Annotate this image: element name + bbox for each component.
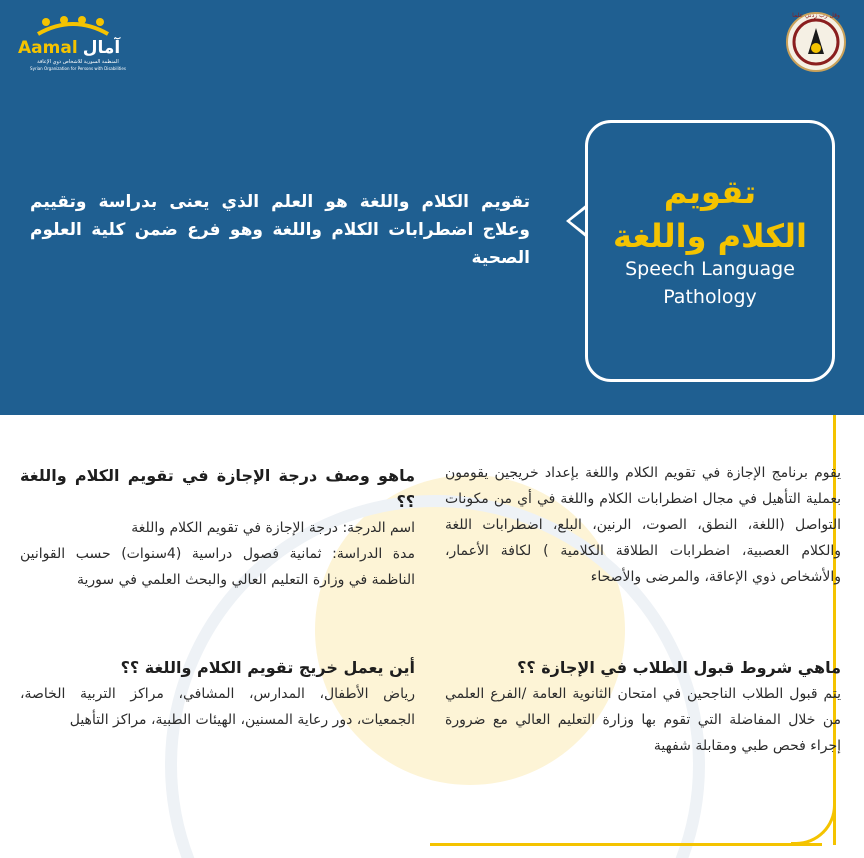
degree-section xyxy=(20,463,415,593)
aamal-subtitle-en: Syrian Organization for Persons with Disabilities xyxy=(30,66,126,71)
university-emblem-icon xyxy=(788,14,844,70)
university-motto: وقل رب زدني علما xyxy=(792,12,840,19)
university-logo xyxy=(786,12,846,72)
work-text: رياض الأطفال، المدارس، المشافي، مراكز التربية الخاصة، الجمعيات، دور رعاية المسنين، الهيئات الطبية، مراكز التأهيل xyxy=(20,686,415,728)
page-title-ar xyxy=(585,170,835,258)
degree-heading: ماهو وصف درجة الإجازة في تقويم الكلام واللغة ؟؟ xyxy=(20,466,415,511)
admission-heading: ماهي شروط قبول الطلاب في الإجازة ؟؟ xyxy=(517,658,841,677)
title-en-line1: Speech Language xyxy=(625,258,795,280)
degree-name: اسم الدرجة: درجة الإجازة في تقويم الكلام واللغة xyxy=(131,520,415,536)
title-ar-line2: الكلام واللغة xyxy=(613,217,807,255)
title-ar-line1: تقويم xyxy=(663,173,757,211)
work-heading: أين يعمل خريج تقويم الكلام واللغة ؟؟ xyxy=(120,658,415,677)
page-title-en xyxy=(585,255,835,311)
intro-paragraph: تقويم الكلام واللغة هو العلم الذي يعنى بدراسة وتقييم وعلاج اضطرابات الكلام واللغة وهو فرع ضمن كلية العلوم الصحية xyxy=(30,192,530,268)
work-section xyxy=(20,655,415,733)
program-description xyxy=(445,460,841,590)
program-text: يقوم برنامج الإجازة في تقويم الكلام واللغة بإعداد خريجين يقومون بعملية التأهيل في مجال اضطرابات الكلام واللغة في أي من مكونات التواصل (اللغة، النطق، الصوت، الرنين، البلع، اضطرابات اللغة والكلام العصبية، اضطرابات الطلاقة الكلامية ) لكافة الأعمار، والأشخاص ذوي الإعاقة، والمرضى والأصحاء xyxy=(445,465,841,585)
degree-duration: مدة الدراسة: ثمانية فصول دراسية (4سنوات) حسب القوانين الناظمة في وزارة التعليم العالي والبحث العلمي في سورية xyxy=(20,546,415,588)
admission-text: يتم قبول الطلاب الناجحين في امتحان الثانوية العامة /الفرع العلمي من خلال المفاضلة التي تقوم بها وزارة التعليم العالي مع ضرورة إجراء فحص طبي ومقابلة شفهية xyxy=(445,686,841,754)
title-en-line2: Pathology xyxy=(663,286,757,308)
yellow-frame-bottom xyxy=(430,843,822,846)
aamal-en-text: Aamal xyxy=(18,38,78,58)
aamal-subtitle-ar: المنظمة السورية للأشخاص ذوي الإعاقة xyxy=(37,59,119,65)
aamal-logo xyxy=(18,14,138,74)
admission-section xyxy=(445,655,841,759)
aamal-ar-text: آمال xyxy=(82,38,121,58)
